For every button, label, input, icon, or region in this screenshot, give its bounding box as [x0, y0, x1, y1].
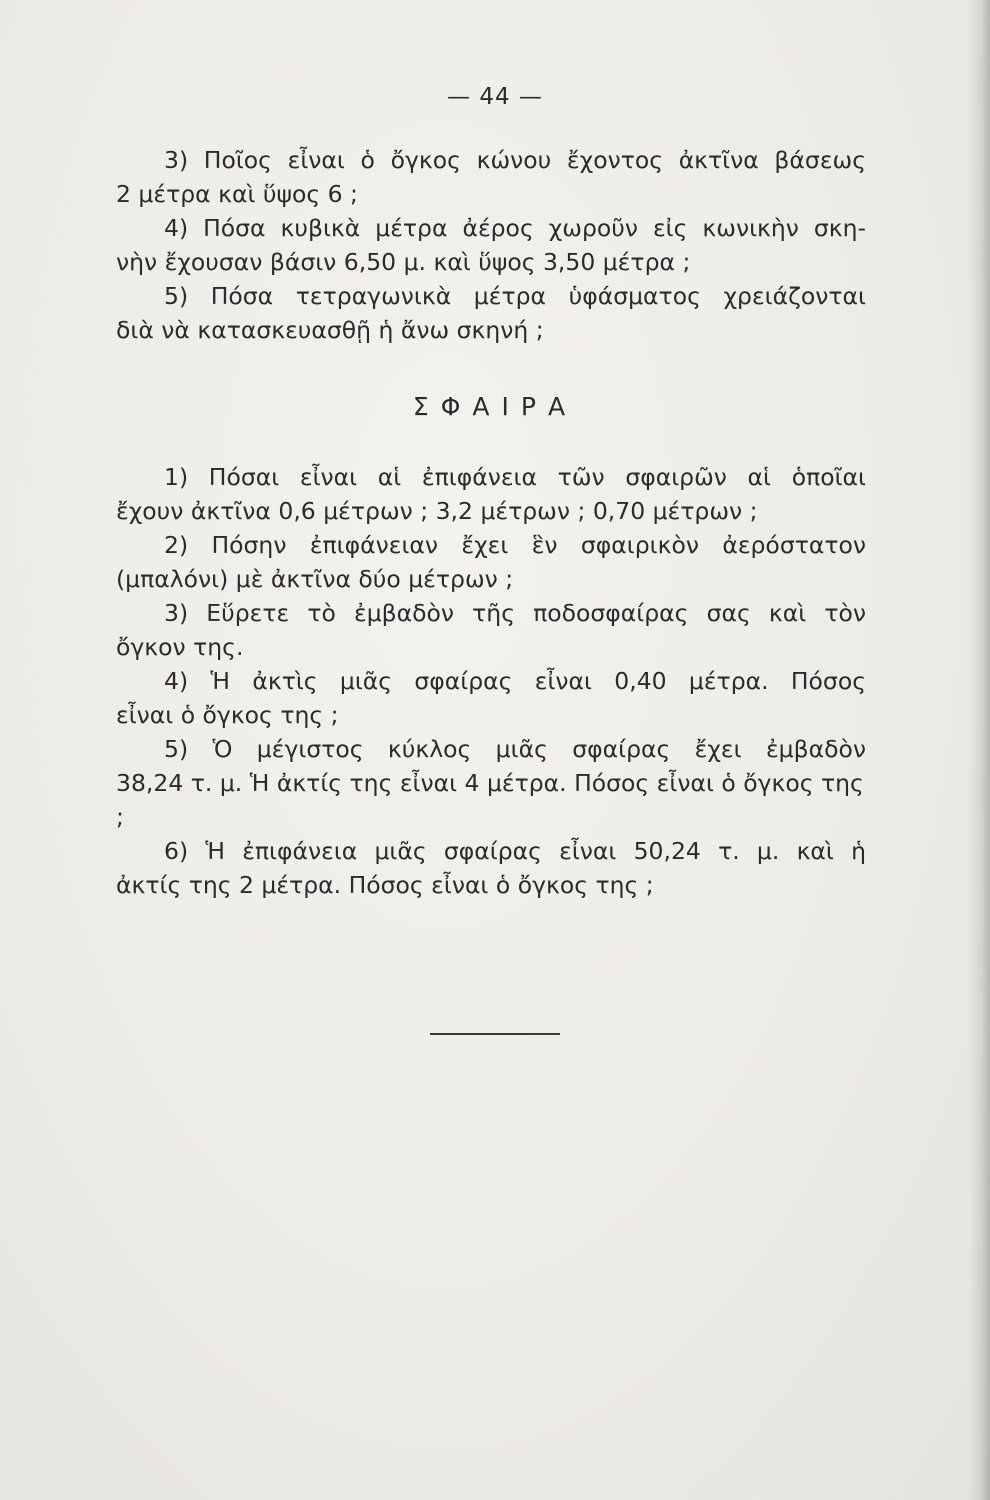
sphere-question-4 [116, 664, 866, 732]
question-first-line: 5) Ὁ μέγιστος κύκλος μιᾶς σφαίρας ἔχει ἐμβαδὸν [164, 735, 866, 763]
question-first-line: 6) Ἡ ἐπιφάνεια μιᾶς σφαίρας εἶναι 50,24 τ. μ. καὶ ἡ [164, 837, 866, 865]
cone-question-5 [116, 279, 866, 347]
question-first-line: 3) Εὕρετε τὸ ἐμβαδὸν τῆς ποδοσφαίρας σας καὶ τὸν [164, 599, 866, 627]
question-first-line: 3) Ποῖος εἶναι ὁ ὄγκος κώνου ἔχοντος ἀκτῖνα βάσεως [164, 146, 866, 174]
sphere-exercises [116, 460, 866, 902]
end-rule-divider [430, 1033, 560, 1035]
cone-question-3 [116, 143, 866, 211]
question-first-line: 5) Πόσα τετραγωνικὰ μέτρα ὑφάσματος χρειάζονται [164, 282, 866, 310]
question-continuation: 2 μέτρα καὶ ὕψος 6 ; [116, 180, 358, 208]
question-first-line: 2) Πόσην ἐπιφάνειαν ἔχει ἓν σφαιρικὸν ἀερόστατον [164, 531, 866, 559]
sphere-question-1 [116, 460, 866, 528]
cone-exercises [116, 143, 866, 347]
section-heading: ΣΦΑΙΡΑ [412, 392, 578, 421]
question-continuation: νὴν ἔχουσαν βάσιν 6,50 μ. καὶ ὕψος 3,50 μέτρα ; [116, 248, 691, 276]
question-continuation: (μπαλόνι) μὲ ἀκτῖνα δύο μέτρων ; [116, 565, 514, 593]
question-continuation: εἶναι ὁ ὄγκος της ; [116, 701, 339, 729]
sphere-question-2 [116, 528, 866, 596]
sphere-question-6 [116, 834, 866, 902]
question-first-line: 1) Πόσαι εἶναι αἱ ἐπιφάνεια τῶν σφαιρῶν αἱ ὁποῖαι [164, 463, 866, 491]
question-first-line: 4) Ἡ ἀκτὶς μιᾶς σφαίρας εἶναι 0,40 μέτρα. Πόσος [164, 667, 866, 695]
question-continuation: ὄγκον της. [116, 633, 244, 661]
sphere-question-5 [116, 732, 866, 834]
question-continuation: 38,24 τ. μ. Ἡ ἀκτίς της εἶναι 4 μέτρα. Πόσος εἶναι ὁ ὄγκος της ; [116, 769, 864, 831]
question-continuation: ἔχουν ἀκτῖνα 0,6 μέτρων ; 3,2 μέτρων ; 0,70 μέτρων ; [116, 497, 758, 525]
question-continuation: διὰ νὰ κατασκευασθῇ ἡ ἄνω σκηνή ; [116, 316, 544, 344]
page-number: — 44 — [447, 84, 543, 110]
cone-question-4 [116, 211, 866, 279]
page-edge-shadow [968, 0, 990, 1500]
question-first-line: 4) Πόσα κυβικὰ μέτρα ἀέρος χωροῦν εἰς κωνικὴν σκη- [164, 214, 866, 242]
sphere-question-3 [116, 596, 866, 664]
question-continuation: ἀκτίς της 2 μέτρα. Πόσος εἶναι ὁ ὄγκος της ; [116, 871, 654, 899]
